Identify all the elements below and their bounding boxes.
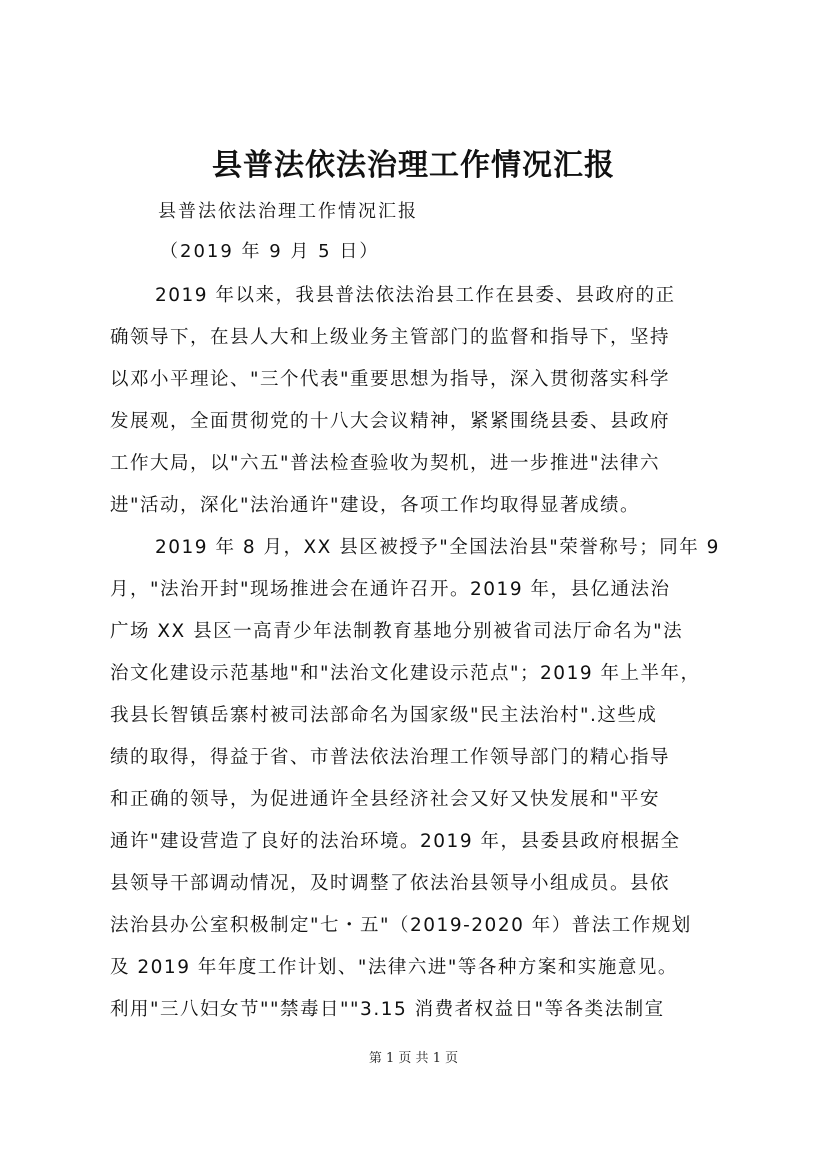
document-subtitle: 县普法依法治理工作情况汇报: [158, 201, 418, 222]
paragraph-2-line: 治文化建设示范基地"和"法治文化建设示范点"；2019 年上半年，: [110, 663, 701, 684]
paragraph-1-line: 2019 年以来，我县普法依法治县工作在县委、县政府的正: [155, 285, 676, 306]
paragraph-2-line: 广场 XX 县区一高青少年法制教育基地分别被省司法厅命名为"法: [110, 621, 684, 642]
paragraph-1-line: 发展观，全面贯彻党的十八大会议精神，紧紧围绕县委、县政府: [110, 411, 671, 432]
paragraph-1-line: 确领导下，在县人大和上级业务主管部门的监督和指导下，坚持: [110, 327, 671, 348]
document-date: （2019 年 9 月 5 日）: [160, 241, 380, 262]
paragraph-1-line: 工作大局，以"六五"普法检查验收为契机，进一步推进"法律六: [110, 453, 661, 474]
paragraph-1-line: 以邓小平理论、"三个代表"重要思想为指导，深入贯彻落实科学: [110, 369, 671, 390]
paragraph-2-line: 利用"三八妇女节""禁毒日""3.15 消费者权益日"等各类法制宣: [110, 999, 665, 1020]
document-title: 县普法依法治理工作情况汇报: [212, 148, 615, 183]
paragraph-1-line: 进"活动，深化"法治通许"建设，各项工作均取得显著成绩。: [110, 495, 641, 516]
paragraph-2-line: 2019 年 8 月，XX 县区被授予"全国法治县"荣誉称号；同年 9: [155, 537, 720, 558]
paragraph-2-line: 及 2019 年年度工作计划、"法律六进"等各种方案和实施意见。: [110, 957, 678, 978]
paragraph-2-line: 和正确的领导，为促进通许全县经济社会又好又快发展和"平安: [110, 789, 661, 810]
paragraph-2-line: 通许"建设营造了良好的法治环境。2019 年，县委县政府根据全: [110, 831, 681, 852]
paragraph-2-line: 县领导干部调动情况，及时调整了依法治县领导小组成员。县依: [110, 873, 671, 894]
paragraph-2-line: 绩的取得，得益于省、市普法依法治理工作领导部门的精心指导: [110, 747, 671, 768]
paragraph-2-line: 我县长智镇岳寨村被司法部命名为国家级"民主法治村".这些成: [110, 705, 658, 726]
paragraph-2-line: 月，"法治开封"现场推进会在通许召开。2019 年，县亿通法治: [110, 579, 671, 600]
page-number-footer: 第 1 页 共 1 页: [368, 1051, 459, 1066]
paragraph-2-line: 法治县办公室积极制定"七・五"（2019-2020 年）普法工作规划: [110, 915, 692, 936]
